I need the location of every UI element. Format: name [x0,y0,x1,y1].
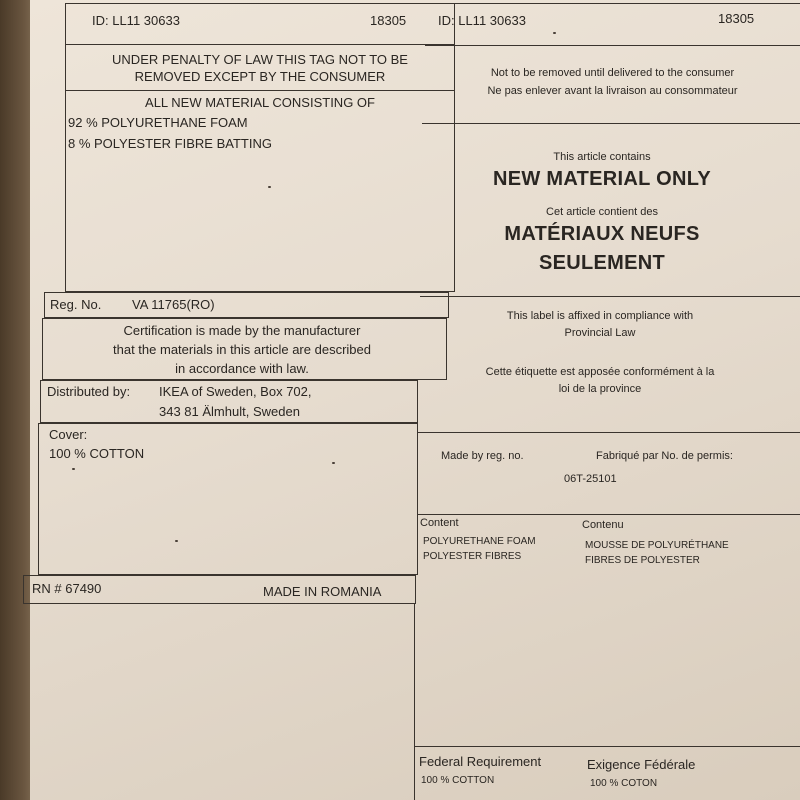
new-material-only: NEW MATERIAL ONLY [492,168,712,190]
left-divider-id [65,44,455,45]
reg-box [44,292,449,318]
seulement: SEULEMENT [538,252,666,274]
center-divider [414,604,415,800]
contenu-item-2: FIBRES DE POLYESTER [585,555,700,566]
speck [553,32,556,34]
cert-line-2: that the materials in this article are described [113,342,371,357]
material-line-1: 92 % POLYURETHANE FOAM [68,115,248,130]
federal-label: Federal Requirement [419,754,542,769]
label-compliance-en-1: This label is affixed in compliance with [506,310,694,322]
contenu-label: Contenu [582,519,624,531]
reg-value: VA 11765(RO) [132,297,215,312]
law-tag [30,0,800,800]
exigence-value: 100 % COTON [590,778,658,789]
content-item-1: POLYURETHANE FOAM [423,536,536,547]
rn-number: RN # 67490 [32,581,102,596]
content-item-2: POLYESTER FIBRES [423,551,522,562]
contains-fr: Cet article contient des [546,206,658,218]
right-divider-compliance [418,432,800,433]
fabrique-label: Fabriqué par No. de permis: [596,450,733,462]
right-divider-permit [417,514,800,515]
distributor-line-2: 343 81 Älmhult, Sweden [159,404,300,419]
content-label: Content [420,517,459,529]
right-id-label: ID: LL11 30633 [438,13,526,28]
left-divider-law [65,90,455,91]
speck [175,540,178,542]
right-divider-top [425,3,800,4]
right-id-number: 18305 [718,11,755,26]
reg-label: Reg. No. [50,297,102,312]
label-compliance-fr-2: loi de la province [558,383,642,395]
speck [332,462,335,464]
right-divider-notice [422,123,800,124]
law-notice-line2: REMOVED EXCEPT BY THE CONSUMER [134,69,386,84]
right-divider-federal [414,746,800,747]
contenu-item-1: MOUSSE DE POLYURÉTHANE [585,540,729,551]
contains-en: This article contains [553,151,651,163]
distributor-line-1: IKEA of Sweden, Box 702, [159,384,312,399]
label-compliance-en-2: Provincial Law [564,327,636,339]
permit-number: 06T-25101 [564,473,617,485]
cert-line-3: in accordance with law. [175,361,309,376]
label-compliance-fr-1: Cette étiquette est apposée conformément à la [485,366,715,378]
left-id-label: ID: LL11 30633 [92,13,180,28]
right-divider-id [425,45,800,46]
left-id-number: 18305 [370,13,407,28]
material-line-2: 8 % POLYESTER FIBRE BATTING [68,136,272,151]
right-divider-contains [420,296,800,297]
made-by-label: Made by reg. no. [441,450,524,462]
speck [72,468,75,470]
not-removed-en: Not to be removed until delivered to the consumer [490,67,735,79]
exigence-label: Exigence Fédérale [587,757,696,772]
made-in: MADE IN ROMANIA [263,584,382,599]
material-heading: ALL NEW MATERIAL CONSISTING OF [145,95,375,110]
cover-value: 100 % COTTON [49,446,145,461]
distributor-label: Distributed by: [47,384,131,399]
cert-line-1: Certification is made by the manufacturer [123,323,361,338]
materiaux-neufs: MATÉRIAUX NEUFS [504,223,700,245]
not-removed-fr: Ne pas enlever avant la livraison au consommateur [487,85,738,97]
cover-label: Cover: [49,427,88,442]
law-notice-line1: UNDER PENALTY OF LAW THIS TAG NOT TO BE [112,52,408,67]
speck [268,186,271,188]
federal-value: 100 % COTTON [421,775,495,786]
